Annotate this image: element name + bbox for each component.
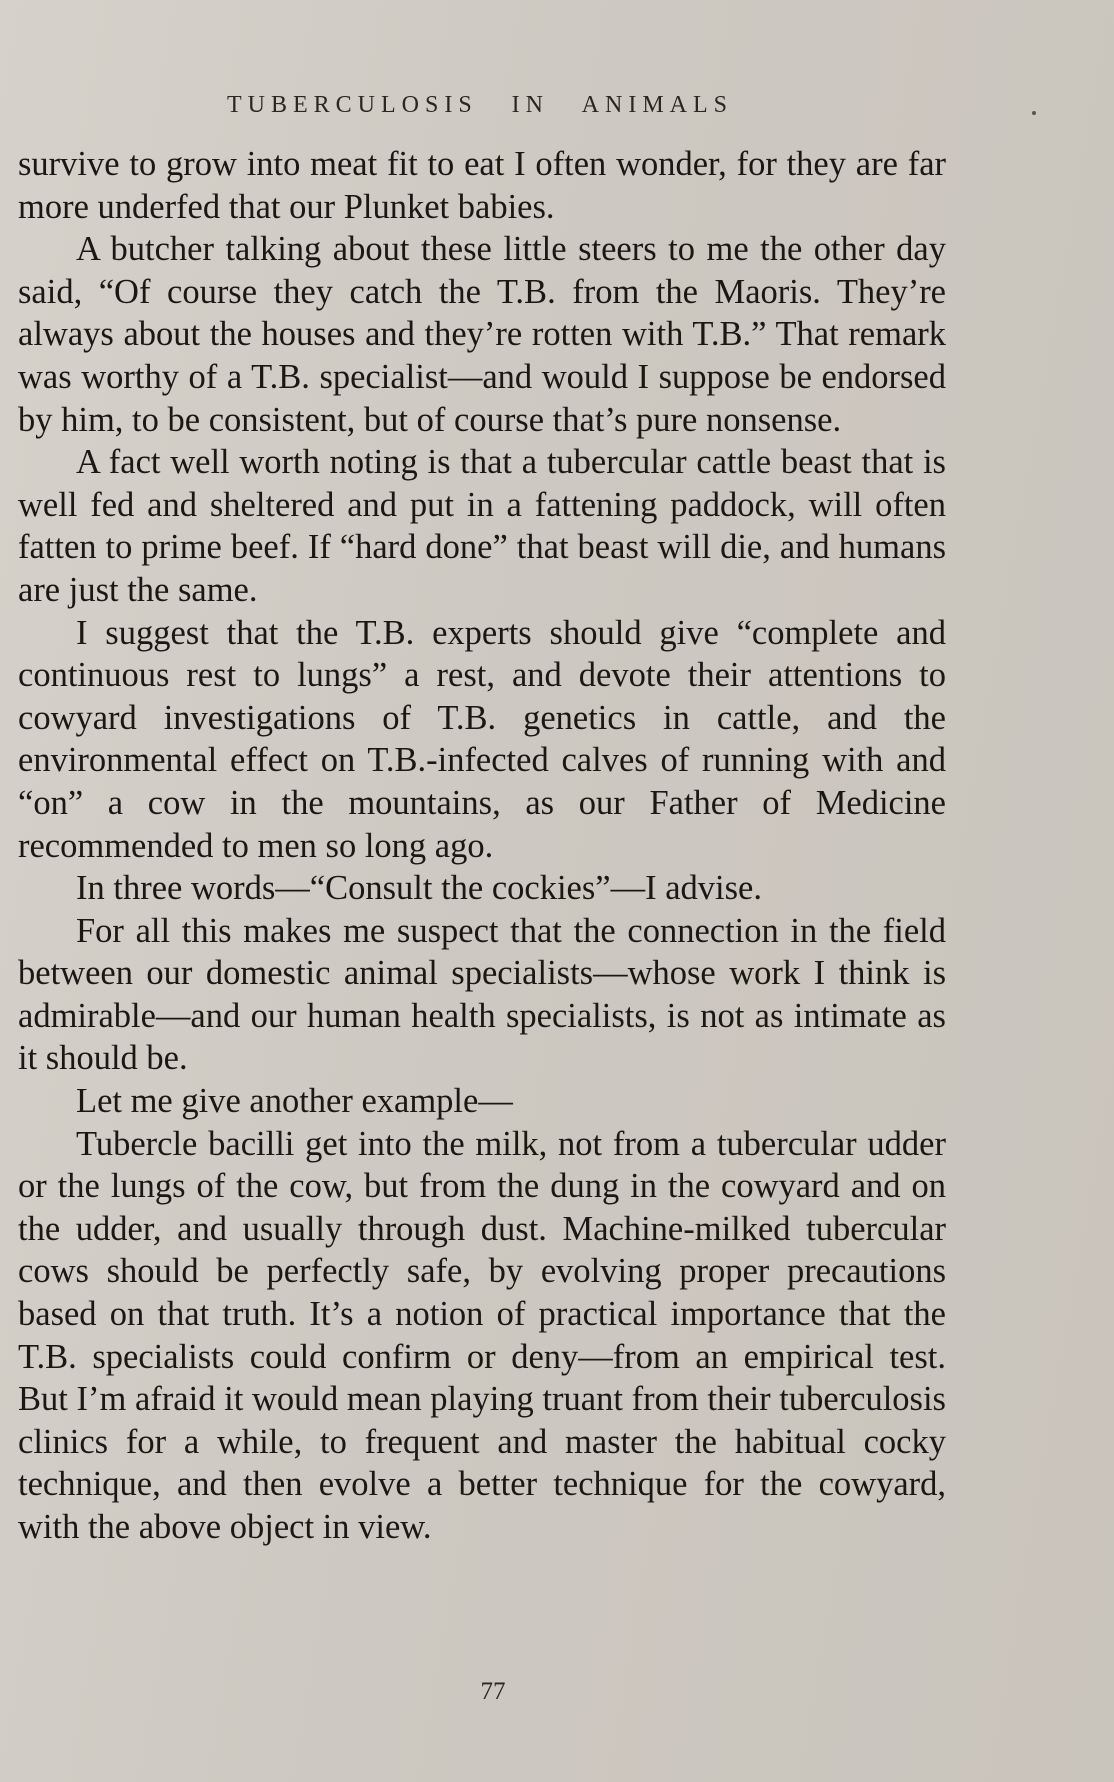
paper-speck xyxy=(1032,111,1036,115)
paragraph: In three words—“Consult the cockies”—I advise. xyxy=(76,869,762,908)
paragraph: Let me give another example— xyxy=(76,1082,513,1121)
running-head: TUBERCULOSIS IN ANIMALS xyxy=(226,92,734,118)
page-number: 77 xyxy=(480,1678,506,1705)
body-text xyxy=(18,143,946,1549)
paragraph: Tubercle bacilli get into the milk, not from a tubercular udder or the lungs of the cow, but from the dung in the cowyard and on the udder, and usually through dust. Machine-milked tubercular cows should be perfectly safe, by evolving proper precautions based on that truth. It’s a notion of practical importance that the T.B. specialists could confirm or deny—from an empirical test. But I’m afraid it would mean playing truant from their tuberculosis clinics for a while, to frequent and master the habitual cocky technique, and then evolve a better technique for the cowyard, with the above object in view. xyxy=(18,1124,946,1546)
paragraph: For all this makes me suspect that the connection in the field between our domestic animal specialists—whose work I think is admirable—and our human health specialists, is not as intimate as it should be. xyxy=(18,911,946,1078)
paragraph: A fact well worth noting is that a tubercular cattle beast that is well fed and sheltered and put in a fattening paddock, will often fatten to prime beef. If “hard done” that beast will die, and humans are just the same. xyxy=(18,443,946,609)
paragraph: A butcher talking about these little steers to me the other day said, “Of course they catch the T.B. from the Maoris. They’re always about the houses and they’re rotten with T.B.” That remark was worthy of a T.B. specialist—and would I suppose be endorsed by him, to be consistent, but of course that’s pure nonsense. xyxy=(18,230,946,439)
paragraph-continued: survive to grow into meat fit to eat I often wonder, for they are far more underfed that our Plunket babies. xyxy=(18,145,946,226)
paragraph: I suggest that the T.B. experts should give “complete and continuous rest to lungs” a rest, and devote their attentions to cowyard investigations of T.B. genetics in cattle, and the environmental effect on T.B.-infected calves of running with and “on” a cow in the mountains, as our Father of Medicine recommended to men so long ago. xyxy=(18,613,946,865)
